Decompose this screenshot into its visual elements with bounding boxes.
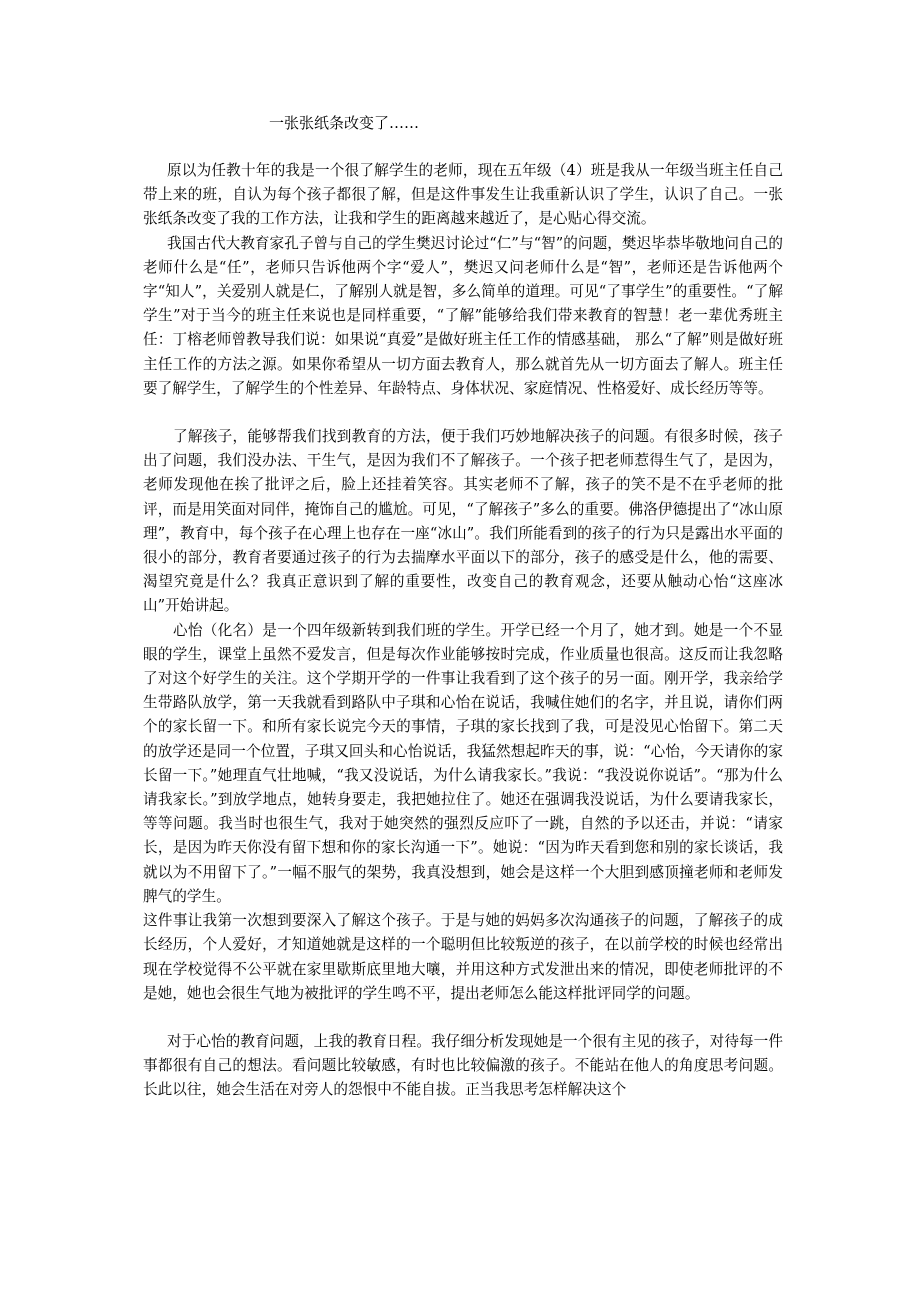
paragraph-intro: 原以为任教十年的我是一个很了解学生的老师，现在五年级（4）班是我从一年级当班主任自己带上来的班，自认为每个孩子都很了解，但是这件事发生让我重新认识了学生，认识了自己。一张张纸条改变了我的工作方法，让我和学生的距离越来越近了，是心贴心得交流。 bbox=[143, 162, 783, 228]
paragraph-iceberg: 了解孩子，能够帮我们找到教育的方法，便于我们巧妙地解决孩子的问题。有很多时候，孩子出了问题，我们没办法、干生气，是因为我们不了解孩子。一个孩子把老师惹得生气了，是因为，老师发现他在挨了批评之后，脸上还挂着笑容。其实老师不了解，孩子的笑不是不在乎老师的批评，而是用笑面对同伴，掩饰自己的尴尬。可见，“了解孩子”多么的重要。佛洛伊德提出了“冰山原理”，教育中，每个孩子在心理上也存在一座“冰山”。我们所能看到的孩子的行为只是露出水平面的很小的部分，教育者要通过孩子的行为去揣摩水平面以下的部分，孩子的感受是什么，他的需要、渴望究竟是什么？我真正意识到了解的重要性，改变自己的教育观念，还要从触动心怡“这座冰山”开始讲起。 bbox=[143, 428, 783, 615]
paragraph-gap bbox=[143, 1006, 783, 1030]
paragraph-xinyi-story: 心怡（化名）是一个四年级新转到我们班的学生。开学已经一个月了，她才到。她是一个不显眼的学生，课堂上虽然不爱发言，但是每次作业能够按时完成，作业质量也很高。这反而让我忽略了对这个好学生的关注。这个学期开学的一件事让我看到了这个孩子的另一面。刚开学，我亲给学生带路队放学，第一天我就看到路队中子琪和心怡在说话，我喊住她们的名字，并且说，请你们两个的家长留一下。和所有家长说完今天的事情，子琪的家长找到了我，可是没见心怡留下。第二天的放学还是同一个位置，子琪又回头和心怡说话，我猛然想起昨天的事，说：“心怡，今天请你的家长留一下。”她理直气壮地喊，“我又没说话，为什么请我家长。”我说：“我没说你说话”。“那为什么请我家长。”到放学地点，她转身要走，我把她拉住了。她还在强调我没说话，为什么要请我家长，等等问题。我当时也很生气，我对于她突然的强烈反应吓了一跳，自然的予以还击，并说：“请家长，是因为昨天你没有留下想和你的家长沟通一下”。她说：“因为昨天看到您和别的家长谈话，我就以为不用留下了。”一幅不服气的架势，我真没想到，她会是这样一个大胆到感顶撞老师和老师发脾气的学生。 bbox=[143, 621, 783, 905]
paragraph-confucius: 我国古代大教育家孔子曾与自己的学生樊迟讨论过“仁”与“智”的问题，樊迟毕恭毕敬地问自己的老师什么是“任”，老师只告诉他两个字“爱人”，樊迟又问老师什么是“智”，老师还是告诉他两个字“知人”，关爱别人就是仁，了解别人就是智，多么简单的道理。可见“了事学生”的重要性。“了解学生”对于当今的班主任来说也是同样重要，“了解”能够给我们带来教育的智慧！老一辈优秀班主任：丁榕老师曾教导我们说：如果说“真爱”是做好班主任工作的情感基础， 那么“了解”则是做好班主任工作的方法之源。如果你希望从一切方面去教育人，那么就首先从一切方面去了解人。班主任要了解学生，了解学生的个性差异、年龄特点、身体状况、家庭情况、性格爱好、成长经历等等。 bbox=[143, 234, 783, 397]
paragraph-gap bbox=[143, 401, 783, 425]
document-body bbox=[143, 111, 783, 1103]
document-title: 一张张纸条改变了…… bbox=[269, 114, 420, 132]
paragraph-understanding: 这件事让我第一次想到要深入了解这个孩子。于是与她的妈妈多次沟通孩子的问题，了解孩子的成长经历，个人爱好，才知道她就是这样的一个聪明但比较叛逆的孩子，在以前学校的时候也经常出现在学校觉得不公平就在家里歇斯底里地大嚷，并用这种方式发泄出来的情况，即使老师批评的不是她，她也会很生气地为被批评的学生鸣不平，提出老师怎么能这样批评同学的问题。 bbox=[143, 912, 783, 1002]
paragraph-education-plan: 对于心怡的教育问题，上我的教育日程。我仔细分析发现她是一个很有主见的孩子，对待每一件事都很有自己的想法。看问题比较敏感，有时也比较偏激的孩子。不能站在他人的角度思考问题。长此以往，她会生活在对旁人的怨恨中不能自拔。正当我思考怎样解决这个 bbox=[143, 1032, 783, 1099]
